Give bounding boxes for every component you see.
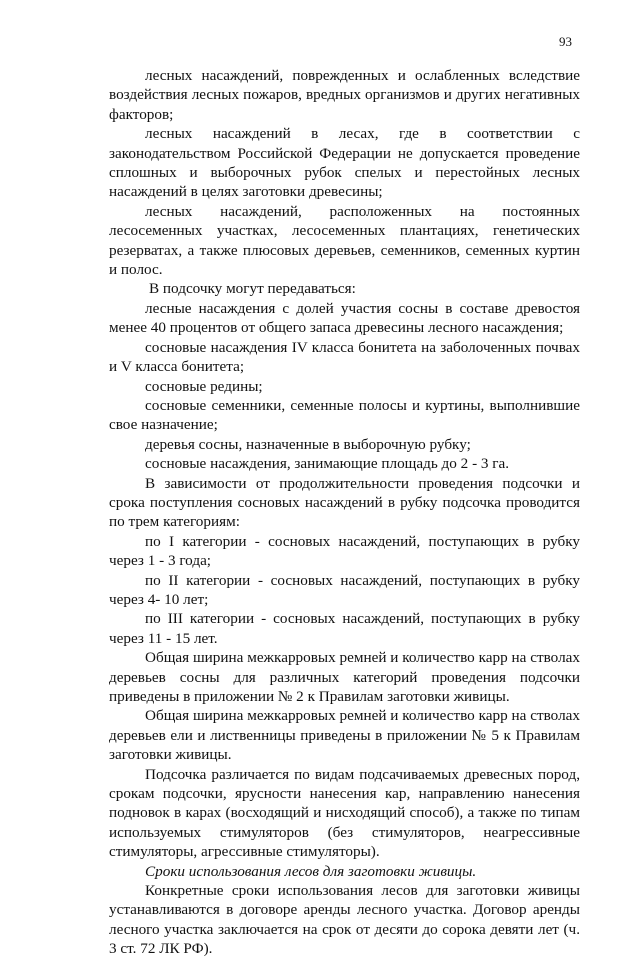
- paragraph: Общая ширина межкарровых ремней и количество карр на стволах деревьев ели и лиственницы приведены в приложении № 5 к Правилам заготовки живицы.: [109, 707, 580, 764]
- body-text: [109, 66, 580, 959]
- paragraph: В зависимости от продолжительности проведения подсочки и срока поступления сосновых насаждений в рубку подсочка проводится по трем категориям:: [109, 474, 580, 531]
- section-heading: Сроки использования лесов для заготовки живицы.: [145, 862, 477, 880]
- paragraph: по I категории - сосновых насаждений, поступающих в рубку через 1 - 3 года;: [109, 532, 580, 570]
- paragraph: по II категории - сосновых насаждений, поступающих в рубку через 4- 10 лет;: [109, 571, 580, 608]
- paragraph: Подсочка различается по видам подсачиваемых древесных пород, срокам подсочки, ярусности нанесения кар, направлению нанесения подновок в карах (восходящий и нисходящий способ), а также по типам используемых стимуляторов (без стимуляторов, неагрессивные стимуляторы, агрессивные стимуляторы).: [109, 765, 580, 861]
- paragraph: В подсочку могут передаваться:: [149, 280, 356, 298]
- paragraph: по III категории - сосновых насаждений, поступающих в рубку через 11 - 15 лет.: [109, 610, 580, 647]
- paragraph: лесные насаждения с долей участия сосны в составе древостоя менее 40 процентов от общего запаса древесины лесного насаждения;: [109, 299, 580, 337]
- paragraph: Конкретные сроки использования лесов для заготовки живицы устанавливаются в договоре аренды лесного участка. Договор аренды лесного участка заключается на срок от десяти до сорока девяти лет (ч. 3 ст. 72 ЛК РФ).: [109, 882, 580, 958]
- paragraph: сосновые семенники, семенные полосы и куртины, выполнившие свое назначение;: [109, 396, 580, 434]
- page-number: 93: [559, 34, 572, 49]
- paragraph: лесных насаждений, расположенных на постоянных лесосеменных участках, лесосеменных плантациях, генетических резерватах, а также плюсовых деревьев, семенников, семенных куртин и полос.: [109, 202, 580, 279]
- paragraph: сосновые насаждения IV класса бонитета на заболоченных почвах и V класса бонитета;: [109, 338, 580, 376]
- paragraph: сосновые насаждения, занимающие площадь до 2 - 3 га.: [145, 455, 510, 473]
- paragraph: Общая ширина межкарровых ремней и количество карр на стволах деревьев сосны для различных категорий проведения подсочки приведены в приложении № 2 к Правилам заготовки живицы.: [109, 649, 580, 705]
- paragraph: деревья сосны, назначенные в выборочную рубку;: [145, 435, 471, 453]
- paragraph: сосновые редины;: [145, 377, 263, 395]
- paragraph: лесных насаждений, поврежденных и ослабленных вследствие воздействия лесных пожаров, вредных организмов и других негативных факторов;: [109, 67, 580, 123]
- paragraph: лесных насаждений в лесах, где в соответствии с законодательством Российской Федерации не допускается проведение сплошных и выборочных рубок спелых и перестойных лесных насаждений в целях заготовки древесины;: [109, 125, 580, 201]
